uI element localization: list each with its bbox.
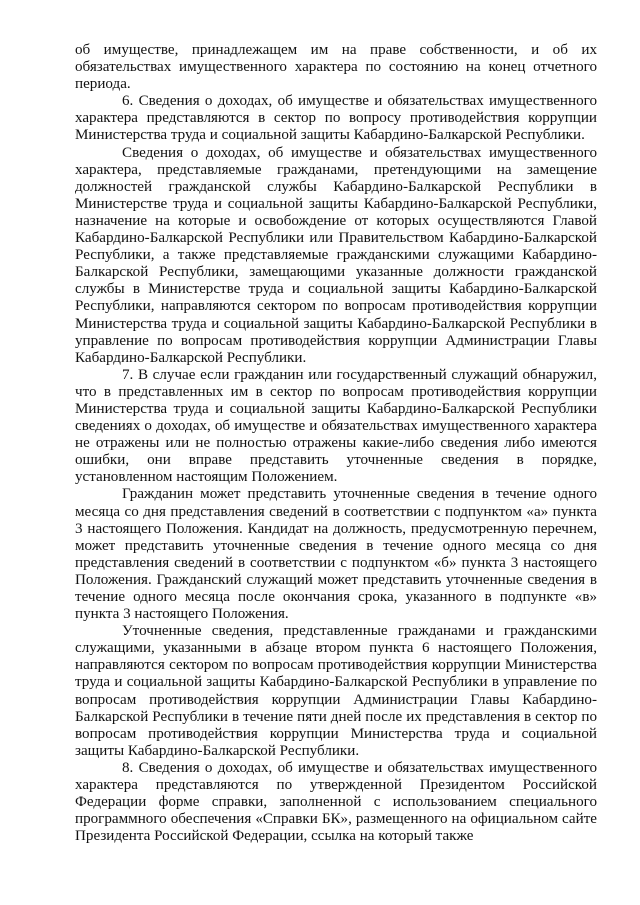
paragraph-item-6: 6. Сведения о доходах, об имуществе и обязательствах имущественного характера представляются в сектор по вопросу противодействия коррупции Министерства труда и социальной защиты Кабардино-Балкарской Республики. [75, 93, 597, 144]
paragraph-item-6-part-2: Сведения о доходах, об имуществе и обязательствах имущественного характера, представляемые гражданами, претендующими на замещение должностей гражданской службы Кабардино-Балкарской Республики в Министерстве труда и социальной защиты Кабардино-Балкарской Республики, назначение на которые и освобождение от которых осуществляются Главой Кабардино-Балкарской Республики или Правительством Кабардино-Балкарской Республики, а также представляемые гражданскими служащими Кабардино-Балкарской Республики, замещающими указанные должности гражданской службы в Министерстве труда и социальной защиты Кабардино-Балкарской Республики, направляются сектором по вопросам противодействия коррупции Министерства труда и социальной защиты Кабардино-Балкарской Республики в управление по вопросам противодействия коррупции Администрации Главы Кабардино-Балкарской Республики. [75, 144, 597, 366]
paragraph-continuation: об имуществе, принадлежащем им на праве собственности, и об их обязательствах имущественного характера по состоянию на конец отчетного периода. [75, 42, 597, 93]
document-page [75, 42, 597, 845]
paragraph-item-7: 7. В случае если гражданин или государственный служащий обнаружил, что в представленных им в сектор по вопросам противодействия коррупции Министерства труда и социальной защиты Кабардино-Балкарской Республики сведениях о доходах, об имуществе и обязательствах имущественного характера не отражены или не полностью отражены какие-либо сведения либо имеются ошибки, они вправе представить уточненные сведения в порядке, установленном настоящим Положением. [75, 366, 597, 486]
paragraph-item-8: 8. Сведения о доходах, об имуществе и обязательствах имущественного характера представляются по утвержденной Президентом Российской Федерации форме справки, заполненной с использованием специального программного обеспечения «Справки БК», размещенного на официальном сайте Президента Российской Федерации, ссылка на который также [75, 759, 597, 845]
paragraph-item-7-part-2: Гражданин может представить уточненные сведения в течение одного месяца со дня представления сведений в соответствии с подпунктом «а» пункта 3 настоящего Положения. Кандидат на должность, предусмотренную перечнем, может представить уточненные сведения в течение одного месяца со дня представления сведений в соответствии с подпунктом «б» пункта 3 настоящего Положения. Гражданский служащий может представить уточненные сведения в течение одного месяца после окончания срока, указанного в подпункте «в» пункта 3 настоящего Положения. [75, 486, 597, 623]
paragraph-item-7-part-3: Уточненные сведения, представленные гражданами и гражданскими служащими, указанными в абзаце втором пункта 6 настоящего Положения, направляются сектором по вопросам противодействия коррупции Министерства труда и социальной защиты Кабардино-Балкарской Республики в управление по вопросам противодействия коррупции Администрации Главы Кабардино-Балкарской Республики в течение пяти дней после их представления в сектор по вопросам противодействия коррупции Министерства труда и социальной защиты Кабардино-Балкарской Республики. [75, 623, 597, 759]
